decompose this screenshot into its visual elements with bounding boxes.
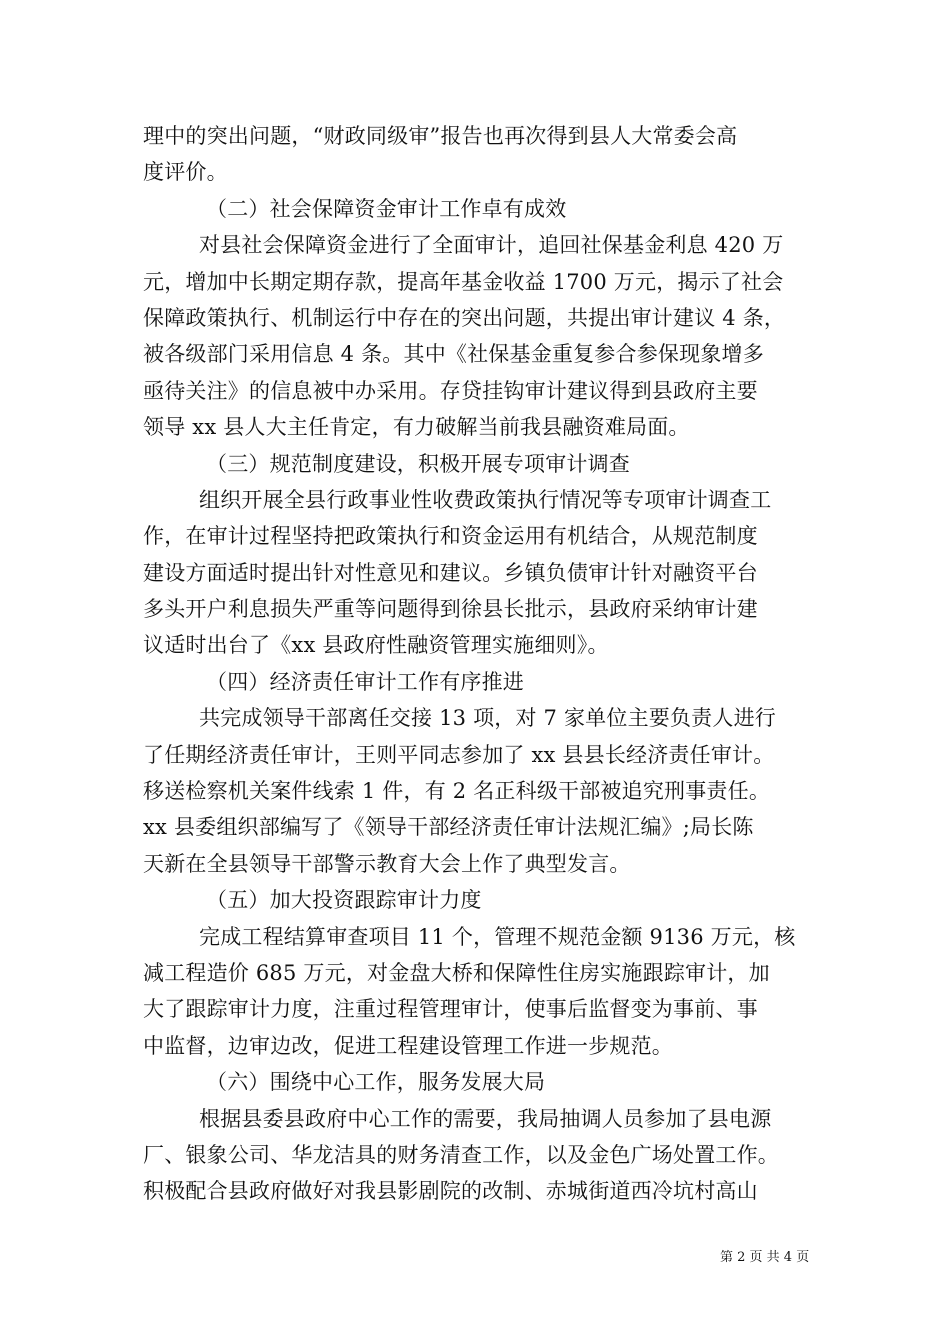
text-line: 保障政策执行、机制运行中存在的突出问题，共提出审计建议 4 条， bbox=[143, 305, 786, 330]
text-line: 对县社会保障资金进行了全面审计，追回社保基金利息 420 万 bbox=[199, 233, 784, 258]
text-line: 理中的突出问题，“财政同级审”报告也再次得到县人大常委会高 bbox=[143, 124, 738, 148]
text-line: 厂、银象公司、华龙洁具的财务清查工作，以及金色广场处置工作。 bbox=[143, 1142, 779, 1167]
text-line: 大了跟踪审计力度，注重过程管理审计，使事后监督变为事前、事 bbox=[143, 997, 758, 1022]
text-line: 根据县委县政府中心工作的需要，我局抽调人员参加了县电源 bbox=[199, 1106, 772, 1131]
document-body bbox=[143, 118, 811, 1210]
text-line: 移送检察机关案件线索 1 件，有 2 名正科级干部被追究刑事责任。 bbox=[143, 779, 771, 804]
section-heading: （五）加大投资跟踪审计力度 bbox=[206, 888, 482, 913]
text-line: 被各级部门采用信息 4 条。其中《社保基金重复参合参保现象增多 bbox=[143, 342, 764, 367]
text-line: 领导 xx 县人大主任肯定，有力破解当前我县融资难局面。 bbox=[143, 415, 690, 440]
section-heading: （四）经济责任审计工作有序推进 bbox=[206, 669, 524, 694]
text-line: 元，增加中长期定期存款，提高年基金收益 1700 万元，揭示了社会 bbox=[143, 269, 784, 294]
text-line: 建设方面适时提出针对性意见和建议。乡镇负债审计针对融资平台 bbox=[143, 560, 758, 585]
page-number-footer: 第 2 页 共 4 页 bbox=[720, 1250, 810, 1265]
text-line: 多头开户利息损失严重等问题得到徐县长批示，县政府采纳审计建 bbox=[143, 597, 758, 622]
section-heading: （二）社会保障资金审计工作卓有成效 bbox=[206, 196, 567, 221]
text-line: 减工程造价 685 万元，对金盘大桥和保障性住房实施跟踪审计，加 bbox=[143, 960, 770, 985]
section-heading: （六）围绕中心工作，服务发展大局 bbox=[206, 1070, 546, 1095]
text-line: 了任期经济责任审计，王则平同志参加了 xx 县县长经济责任审计。 bbox=[143, 742, 775, 767]
text-line: 完成工程结算审查项目 11 个，管理不规范金额 9136 万元，核 bbox=[199, 924, 796, 949]
text-line: xx 县委组织部编写了《领导干部经济责任审计法规汇编》;局长陈 bbox=[143, 815, 754, 840]
text-line: 度评价。 bbox=[143, 160, 228, 185]
text-line: 天新在全县领导干部警示教育大会上作了典型发言。 bbox=[143, 851, 631, 876]
text-line: 积极配合县政府做好对我县影剧院的改制、赤城街道西冷坑村高山 bbox=[143, 1179, 758, 1204]
text-line: 组织开展全县行政事业性收费政策执行情况等专项审计调查工 bbox=[199, 487, 772, 512]
text-line: 亟待关注》的信息被中办采用。存贷挂钩审计建议得到县政府主要 bbox=[143, 378, 758, 403]
text-line: 中监督，边审边改，促进工程建设管理工作进一步规范。 bbox=[143, 1033, 673, 1058]
text-line: 作，在审计过程坚持把政策执行和资金运用有机结合，从规范制度 bbox=[143, 524, 758, 549]
text-line: 议适时出台了《xx 县政府性融资管理实施细则》。 bbox=[143, 633, 609, 658]
text-line: 共完成领导干部离任交接 13 项，对 7 家单位主要负责人进行 bbox=[199, 706, 776, 731]
section-heading: （三）规范制度建设，积极开展专项审计调查 bbox=[206, 451, 630, 476]
